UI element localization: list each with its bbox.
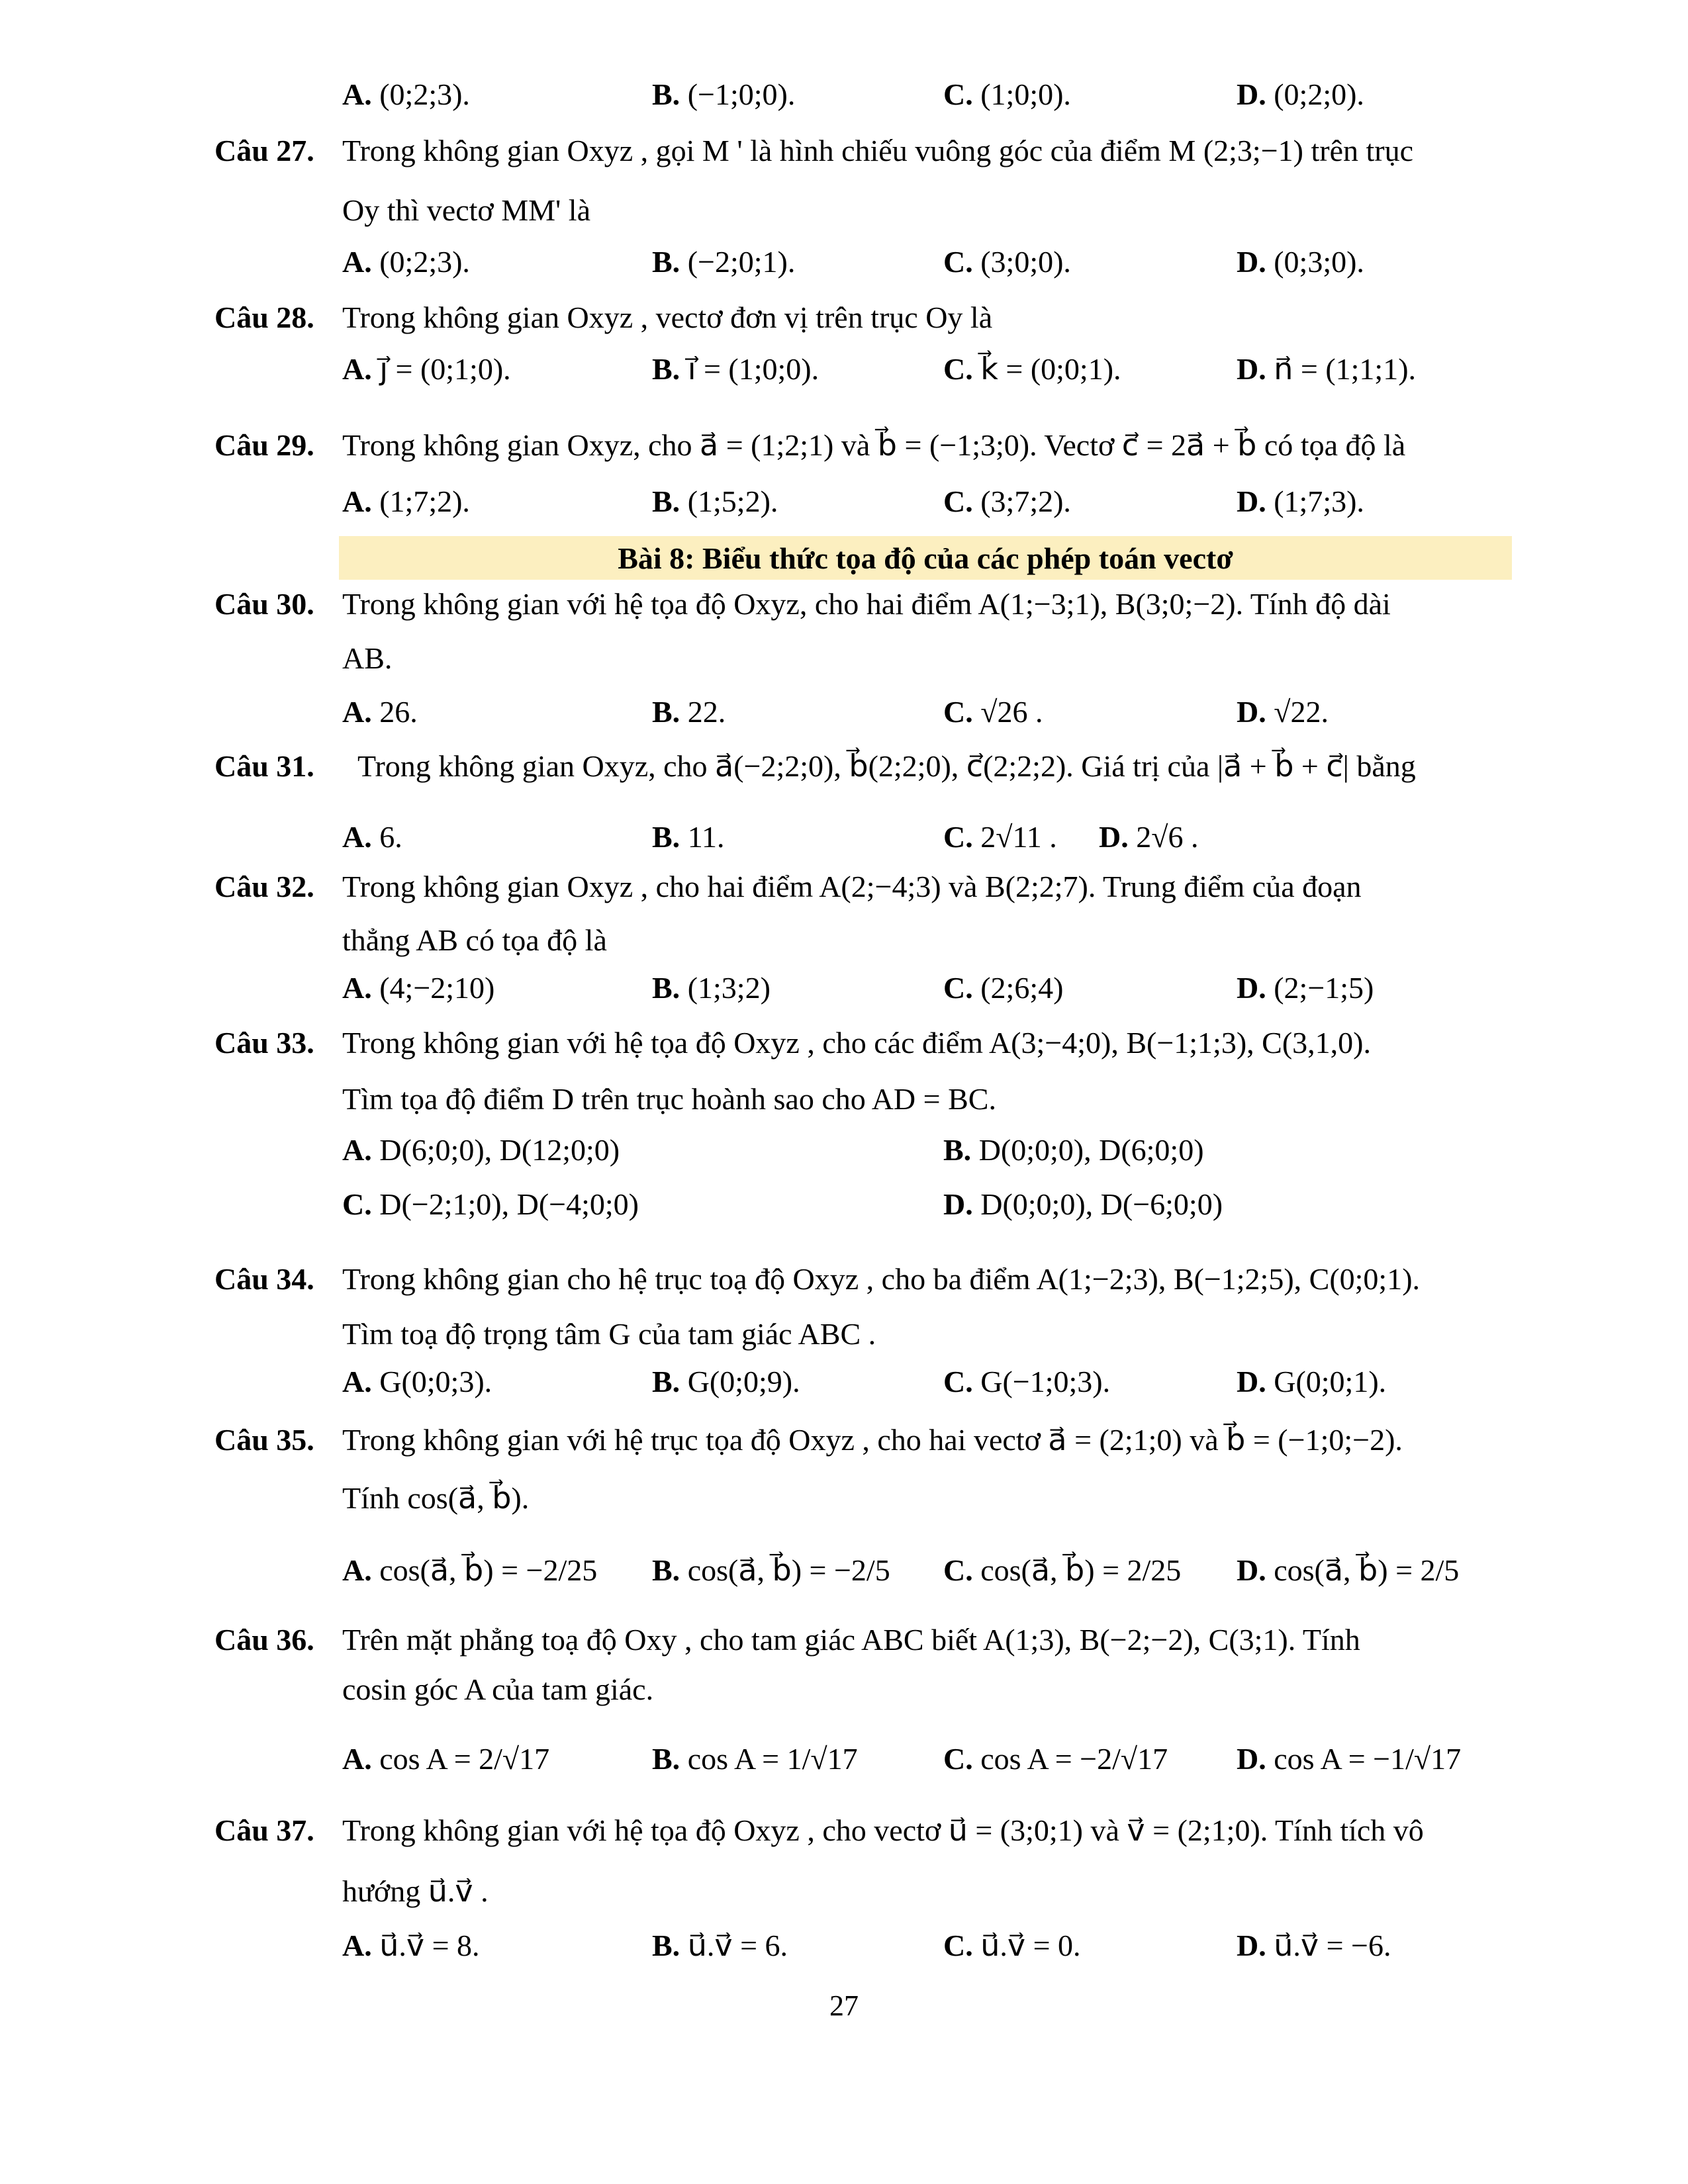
option-letter: A. xyxy=(342,1133,372,1167)
question-label: Câu 36. xyxy=(214,1623,314,1657)
q32-option-a: A. (4;−2;10) xyxy=(342,971,495,1005)
q30-option-d: D. √22. xyxy=(1237,695,1329,729)
q29-option-a: A. (1;7;2). xyxy=(342,484,470,518)
question-text: Tìm tọa độ điểm D trên trục hoành sao cho AD = BC. xyxy=(342,1082,996,1116)
question-text: Tìm toạ độ trọng tâm G của tam giác ABC . xyxy=(342,1317,876,1351)
option-letter: D. xyxy=(1237,1742,1266,1776)
q26-option-b: B. (−1;0;0). xyxy=(652,77,796,111)
question-text: Trong không gian Oxyz, cho a⃗ = (1;2;1) và b⃗ = (−1;3;0). Vectơ c⃗ = 2a⃗ + b⃗ có tọa độ là xyxy=(342,428,1406,462)
question-text: Trong không gian với hệ tọa độ Oxyz , cho các điểm A(3;−4;0), B(−1;1;3), C(3,1,0). xyxy=(342,1026,1371,1060)
q36-option-b: B. cos A = 1/√17 xyxy=(652,1742,858,1776)
option-letter: B. xyxy=(943,1133,972,1167)
question-label: Câu 28. xyxy=(214,300,314,334)
option-letter: C. xyxy=(943,971,973,1005)
q33-option-a: A. D(6;0;0), D(12;0;0) xyxy=(342,1133,620,1167)
option-letter: B. xyxy=(652,1742,680,1776)
option-letter: A. xyxy=(342,1365,372,1398)
option-letter: D. xyxy=(1237,1365,1266,1398)
option-letter: B. xyxy=(652,484,680,518)
question-text: hướng u⃗.v⃗ . xyxy=(342,1874,489,1908)
question-label: Câu 31. xyxy=(214,749,314,783)
question-text: Trong không gian Oxyz, cho a⃗(−2;2;0), b⃗(2;2;0), c⃗(2;2;2). Giá trị của |a⃗ + b⃗ + c⃗| bằng xyxy=(357,749,1416,783)
option-letter: D. xyxy=(1237,77,1266,111)
option-letter: A. xyxy=(342,1553,372,1587)
option-letter: C. xyxy=(943,352,973,386)
section-title: Bài 8: Biểu thức tọa độ của các phép toán vectơ xyxy=(618,541,1233,575)
question-label: Câu 27. xyxy=(214,134,314,167)
question-text: Trên mặt phẳng toạ độ Oxy , cho tam giác ABC biết A(1;3), B(−2;−2), C(3;1). Tính xyxy=(342,1623,1360,1657)
q27-option-d: D. (0;3;0). xyxy=(1237,245,1364,279)
option-letter: B. xyxy=(652,1929,680,1962)
option-letter: A. xyxy=(342,1929,372,1962)
question-text: thẳng AB có tọa độ là xyxy=(342,923,607,957)
question-label: Câu 33. xyxy=(214,1026,314,1060)
option-letter: A. xyxy=(342,1742,372,1776)
option-letter: C. xyxy=(342,1187,372,1221)
q35-option-c: C. cos(a⃗, b⃗) = 2/25 xyxy=(943,1553,1182,1587)
question-text: Oy thì vectơ MM' là xyxy=(342,193,591,227)
q30-option-a: A. 26. xyxy=(342,695,418,729)
option-letter: A. xyxy=(342,971,372,1005)
q37-option-d: D. u⃗.v⃗ = −6. xyxy=(1237,1929,1391,1962)
option-letter: D. xyxy=(1237,484,1266,518)
option-letter: C. xyxy=(943,820,973,854)
option-letter: C. xyxy=(943,245,973,279)
question-text: Trong không gian Oxyz , vectơ đơn vị trên trục Oy là xyxy=(342,300,993,334)
option-letter: C. xyxy=(943,1742,973,1776)
q33-option-b: B. D(0;0;0), D(6;0;0) xyxy=(943,1133,1204,1167)
q28-option-d: D. n⃗ = (1;1;1). xyxy=(1237,352,1417,386)
option-letter: D. xyxy=(1237,245,1266,279)
q26-option-c: C. (1;0;0). xyxy=(943,77,1071,111)
option-letter: A. xyxy=(342,77,372,111)
q27-option-b: B. (−2;0;1). xyxy=(652,245,796,279)
q32-option-c: C. (2;6;4) xyxy=(943,971,1064,1005)
q29-option-b: B. (1;5;2). xyxy=(652,484,778,518)
option-letter: D. xyxy=(1237,1929,1266,1962)
question-text: Trong không gian Oxyz , gọi M ' là hình chiếu vuông góc của điểm M (2;3;−1) trên trục xyxy=(342,134,1413,167)
q29-option-c: C. (3;7;2). xyxy=(943,484,1071,518)
option-letter: A. xyxy=(342,245,372,279)
q31-option-c: C. 2√11 . xyxy=(943,820,1057,854)
q36-option-a: A. cos A = 2/√17 xyxy=(342,1742,550,1776)
q26-option-a: A. (0;2;3). xyxy=(342,77,470,111)
question-text: Trong không gian với hệ tọa độ Oxyz, cho hai điểm A(1;−3;1), B(3;0;−2). Tính độ dài xyxy=(342,587,1391,621)
question-text: cosin góc A của tam giác. xyxy=(342,1672,654,1706)
option-letter: B. xyxy=(652,971,680,1005)
q37-option-a: A. u⃗.v⃗ = 8. xyxy=(342,1929,480,1962)
q31-option-d: D. 2√6 . xyxy=(1099,820,1199,854)
q32-option-b: B. (1;3;2) xyxy=(652,971,771,1005)
option-letter: B. xyxy=(652,352,680,386)
question-text: Trong không gian với hệ tọa độ Oxyz , cho vectơ u⃗ = (3;0;1) và v⃗ = (2;1;0). Tính tích vô xyxy=(342,1813,1424,1847)
option-letter: B. xyxy=(652,695,680,729)
q36-option-d: D. cos A = −1/√17 xyxy=(1237,1742,1462,1776)
section-heading xyxy=(339,536,1512,580)
question-label: Câu 29. xyxy=(214,428,314,462)
question-text: Trong không gian Oxyz , cho hai điểm A(2;−4;3) và B(2;2;7). Trung điểm của đoạn xyxy=(342,870,1362,903)
q36-option-c: C. cos A = −2/√17 xyxy=(943,1742,1168,1776)
q33-option-c: C. D(−2;1;0), D(−4;0;0) xyxy=(342,1187,639,1221)
option-letter: B. xyxy=(652,77,680,111)
option-letter: D. xyxy=(1237,1553,1266,1587)
option-letter: D. xyxy=(1237,352,1266,386)
q35-option-a: A. cos(a⃗, b⃗) = −2/25 xyxy=(342,1553,598,1587)
q30-option-c: C. √26 . xyxy=(943,695,1043,729)
option-letter: B. xyxy=(652,245,680,279)
q31-option-b: B. 11. xyxy=(652,820,725,854)
q35-option-d: D. cos(a⃗, b⃗) = 2/5 xyxy=(1237,1553,1460,1587)
option-letter: C. xyxy=(943,695,973,729)
question-text: Trong không gian với hệ trục tọa độ Oxyz , cho hai vectơ a⃗ = (2;1;0) và b⃗ = (−1;0;−2). xyxy=(342,1423,1403,1457)
question-text: AB. xyxy=(342,641,393,675)
q37-option-b: B. u⃗.v⃗ = 6. xyxy=(652,1929,788,1962)
question-label: Câu 34. xyxy=(214,1262,314,1296)
question-label: Câu 35. xyxy=(214,1423,314,1457)
option-letter: B. xyxy=(652,1553,680,1587)
q27-option-a: A. (0;2;3). xyxy=(342,245,470,279)
option-letter: A. xyxy=(342,695,372,729)
option-letter: C. xyxy=(943,77,973,111)
q34-option-a: A. G(0;0;3). xyxy=(342,1365,492,1398)
q28-option-c: C. k⃗ = (0;0;1). xyxy=(943,352,1121,386)
option-letter: D. xyxy=(1237,971,1266,1005)
question-label: Câu 37. xyxy=(214,1813,314,1847)
option-letter: C. xyxy=(943,1365,973,1398)
option-letter: B. xyxy=(652,1365,680,1398)
option-letter: A. xyxy=(342,352,372,386)
q32-option-d: D. (2;−1;5) xyxy=(1237,971,1374,1005)
q35-option-b: B. cos(a⃗, b⃗) = −2/5 xyxy=(652,1553,890,1587)
q33-option-d: D. D(0;0;0), D(−6;0;0) xyxy=(943,1187,1223,1221)
q27-option-c: C. (3;0;0). xyxy=(943,245,1071,279)
q28-option-b: B. i⃗ = (1;0;0). xyxy=(652,352,820,386)
q26-option-d: D. (0;2;0). xyxy=(1237,77,1364,111)
option-letter: D. xyxy=(943,1187,973,1221)
question-label: Câu 32. xyxy=(214,870,314,903)
q34-option-d: D. G(0;0;1). xyxy=(1237,1365,1387,1398)
question-text: Tính cos(a⃗, b⃗). xyxy=(342,1481,530,1515)
q34-option-c: C. G(−1;0;3). xyxy=(943,1365,1111,1398)
option-letter: A. xyxy=(342,820,372,854)
page-number: 27 xyxy=(829,1989,859,2022)
q29-option-d: D. (1;7;3). xyxy=(1237,484,1364,518)
q28-option-a: A. j⃗ = (0;1;0). xyxy=(342,352,511,386)
q31-option-a: A. 6. xyxy=(342,820,402,854)
q34-option-b: B. G(0;0;9). xyxy=(652,1365,800,1398)
question-label: Câu 30. xyxy=(214,587,314,621)
option-letter: A. xyxy=(342,484,372,518)
option-letter: C. xyxy=(943,1553,973,1587)
option-letter: D. xyxy=(1237,695,1266,729)
q37-option-c: C. u⃗.v⃗ = 0. xyxy=(943,1929,1081,1962)
option-letter: D. xyxy=(1099,820,1129,854)
option-letter: C. xyxy=(943,484,973,518)
question-text: Trong không gian cho hệ trục toạ độ Oxyz , cho ba điểm A(1;−2;3), B(−1;2;5), C(0;0;1). xyxy=(342,1262,1421,1296)
q30-option-b: B. 22. xyxy=(652,695,726,729)
option-letter: C. xyxy=(943,1929,973,1962)
option-letter: B. xyxy=(652,820,680,854)
